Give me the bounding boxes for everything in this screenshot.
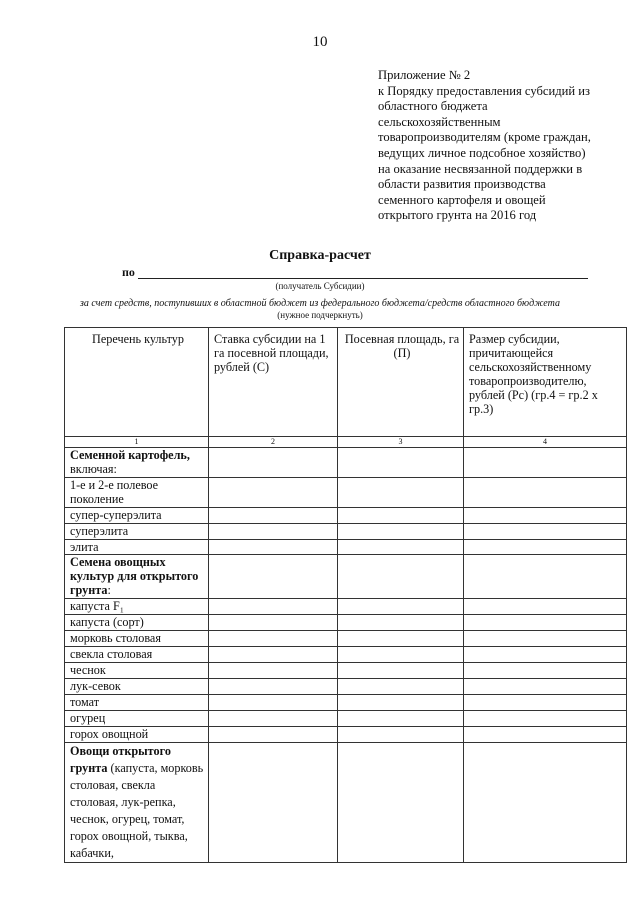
amount-cell[interactable] [464,743,627,863]
amount-cell[interactable] [464,478,627,508]
recipient-hint: (получатель Субсидии) [275,281,365,291]
rate-cell[interactable] [209,743,338,863]
appendix-line: открытого грунта на 2016 год [378,208,537,223]
appendix-line: ведущих личное подсобное хозяйство) [378,145,586,160]
table-row [65,540,627,555]
subsidy-calculation-table [64,327,627,863]
area-cell[interactable] [338,647,464,663]
po-label: по [122,265,135,279]
crop-name: капуста F₁ [70,599,124,613]
table-row [65,599,627,615]
appendix-block [378,68,628,224]
crop-name-cell [65,663,209,679]
rate-cell[interactable] [209,448,338,478]
header-crop-list: Перечень культур [65,328,209,437]
amount-cell[interactable] [464,647,627,663]
amount-cell[interactable] [464,695,627,711]
appendix-line: товаропроизводителям (кроме граждан, [378,130,591,145]
appendix-line: семенного картофеля и овощей [378,192,546,207]
amount-cell[interactable] [464,631,627,647]
column-number-row [65,437,627,448]
amount-cell[interactable] [464,540,627,555]
rate-cell[interactable] [209,615,338,631]
area-cell[interactable] [338,524,464,540]
document-title: Справка-расчет [269,248,371,263]
amount-cell[interactable] [464,599,627,615]
area-cell[interactable] [338,743,464,863]
table-row [65,727,627,743]
crop-name-cell [65,555,209,599]
crop-name-cell [65,631,209,647]
crop-name: супер-суперэлита [70,508,162,522]
table-row [65,524,627,540]
amount-cell[interactable] [464,711,627,727]
area-cell[interactable] [338,679,464,695]
column-number: 2 [209,437,338,448]
table-row [65,478,627,508]
column-number: 3 [338,437,464,448]
table-row [65,679,627,695]
crop-name: лук-севок [70,679,121,693]
area-cell[interactable] [338,615,464,631]
crop-name-cell [65,524,209,540]
area-cell[interactable] [338,448,464,478]
area-cell[interactable] [338,727,464,743]
crop-name-cell [65,508,209,524]
appendix-line: области развития производства [378,177,546,192]
table-row [65,711,627,727]
crop-name-cell [65,647,209,663]
rate-cell[interactable] [209,663,338,679]
crop-name: свекла столовая [70,647,153,661]
rate-cell[interactable] [209,524,338,540]
crop-name: капуста (сорт) [70,615,144,629]
crop-name-cell [65,743,209,863]
appendix-line: к Порядку предоставления субсидий из [378,83,590,98]
amount-cell[interactable] [464,679,627,695]
table-row [65,448,627,478]
rate-cell[interactable] [209,679,338,695]
header-sown-area: Посевная площадь, га (П) [338,328,464,437]
amount-cell[interactable] [464,524,627,540]
crop-name: включая: [70,462,117,476]
area-cell[interactable] [338,508,464,524]
area-cell[interactable] [338,555,464,599]
crop-name-cell [65,711,209,727]
crop-name: огурец [70,711,106,725]
rate-cell[interactable] [209,540,338,555]
rate-cell[interactable] [209,711,338,727]
crop-name-cell [65,727,209,743]
table-body [65,448,627,863]
area-cell[interactable] [338,695,464,711]
header-subsidy-amount: Размер субсидии, причитающейся сельскохозяйственному товаропроизводителю, рублей (Рс) (гр.4 = гр.2 х гр.3) [464,328,627,437]
amount-cell[interactable] [464,663,627,679]
crop-name-cell [65,599,209,615]
amount-cell[interactable] [464,615,627,631]
crop-name-cell [65,615,209,631]
area-cell[interactable] [338,663,464,679]
rate-cell[interactable] [209,631,338,647]
funding-source-note: за счет средств, поступивших в областной бюджет из федерального бюджета/средств областного бюджета [80,298,560,309]
amount-cell[interactable] [464,508,627,524]
table-row [65,743,627,863]
crop-name: морковь столовая [70,631,161,645]
area-cell[interactable] [338,711,464,727]
crop-name: : [107,583,111,597]
crop-name: элита [70,540,99,554]
area-cell[interactable] [338,540,464,555]
appendix-line: сельскохозяйственным [378,114,501,129]
appendix-line: областного бюджета [378,99,488,114]
rate-cell[interactable] [209,695,338,711]
underline-instruction: (нужное подчеркнуть) [277,310,363,320]
crop-name-cell [65,695,209,711]
column-number: 4 [464,437,627,448]
table-row [65,663,627,679]
rate-cell[interactable] [209,599,338,615]
table-header-row [65,328,627,437]
rate-cell[interactable] [209,555,338,599]
area-cell[interactable] [338,599,464,615]
appendix-line: на оказание несвязанной поддержки в [378,161,583,176]
crop-name-cell [65,679,209,695]
crop-name: (капуста, морковь столовая, свекла столовая, лук-репка, чеснок, огурец, томат, горох овощной, тыква, кабачки, [70,761,204,860]
amount-cell[interactable] [464,555,627,599]
crop-name: горох овощной [70,727,149,741]
table-row [65,631,627,647]
area-cell[interactable] [338,631,464,647]
column-number: 1 [65,437,209,448]
crop-name: 1-е и 2-е полевое поколение [70,478,159,506]
table-row [65,508,627,524]
table-row [65,647,627,663]
crop-name-cell [65,448,209,478]
table-row [65,615,627,631]
crop-group-name: Семенной картофель, [70,448,190,462]
rate-cell[interactable] [209,478,338,508]
crop-group-name: Семена овощных культур для открытого грунта [70,555,199,597]
header-subsidy-rate: Ставка субсидии на 1 га посевной площади, рублей (С) [209,328,338,437]
crop-name: суперэлита [70,524,129,538]
crop-name: томат [70,695,100,709]
amount-cell[interactable] [464,727,627,743]
crop-name-cell [65,540,209,555]
appendix-line: Приложение № 2 [378,68,471,82]
rate-cell[interactable] [209,647,338,663]
crop-group-name: Овощи открытого грунта [70,744,171,775]
table-row [65,555,627,599]
area-cell[interactable] [338,478,464,508]
page-number: 10 [312,34,328,50]
crop-name: чеснок [70,663,106,677]
crop-name-cell [65,478,209,508]
recipient-blank-line [138,278,588,279]
rate-cell[interactable] [209,727,338,743]
amount-cell[interactable] [464,448,627,478]
table-row [65,695,627,711]
rate-cell[interactable] [209,508,338,524]
